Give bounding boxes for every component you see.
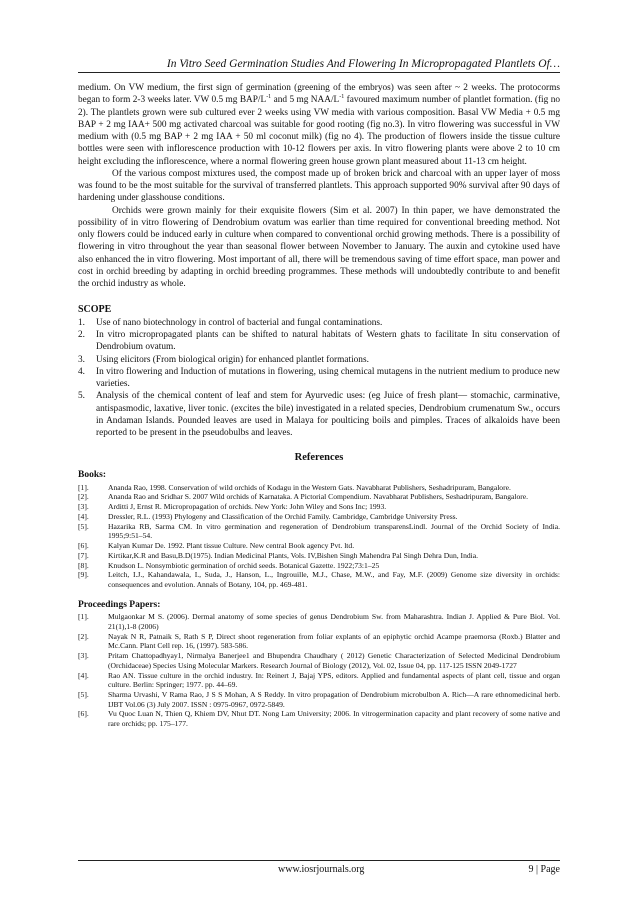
- book-reference: [78, 483, 560, 493]
- scope-heading: SCOPE: [78, 303, 112, 315]
- scope-item: [78, 354, 560, 366]
- proceedings-reference: [78, 651, 560, 670]
- scope-list: [78, 317, 560, 440]
- proceedings-reference-number: [3].: [78, 651, 89, 661]
- book-reference-number: [1].: [78, 482, 89, 492]
- scope-item-text: In vitro flowering and Induction of mutations in flowering, using chemical mutagens in the nutrient medium to produce new varieties.: [96, 366, 560, 390]
- book-reference-text: Hazarika RB, Sarma CM. In vitro germination and regeneration of Dendrobium transparensLindl. Journal of the Orchid Society of India. 1995;9:51–54.: [108, 521, 560, 541]
- proceedings-reference: [78, 690, 560, 709]
- proceedings-reference-list: [78, 612, 560, 729]
- scope-item-number: 5.: [78, 391, 85, 402]
- book-reference: [78, 492, 560, 502]
- proceedings-reference-text: Pritam Chattopadhyay1, Nirmalya Banerjee1 and Bhupendra Chaudhary ( 2012) Genetic Characterization of Selected Medicinal Dendrobium (Orchidaceae) Species Using Molecular Markers. Research Journal of Biology (2012), Vol. 02, Issue 04, pp. 117-125 ISSN 2049-1727: [108, 651, 560, 670]
- body-paragraph-1: medium. On VW medium, the first sign of germination (greening of the embryos) was seen after ~ 2 weeks. The protocorms began to form 2-3 weeks later. VW 0.5 mg BAP/$L^{-1}$ and 5 mg NAA/$L^{-1}$ favoured maximum number of plantlet formation. (fig no 2). The plantlets grown were sub cultured ever 2 weeks using VW media with various composition. Basal VW Media + 0.5 mg BAP + 2 mg IAA+ 500 mg activated charcoal was suitable for good rooting (fig no.3). In vitro flowering was successful in VW medium with (0.5 mg BAP + 2 mg IAA + 50 ml coconut milk) (fig no 4). The production of flowers inside the tissue culture bottles were seen with inflorescence production with 10-12 flowers per axis. In vitro flowering plants were above 2 to 10 cm height excluding the inflorescence, where a normal flowering green house grown plant measured about 11-13 cm height.: [78, 83, 560, 167]
- body-paragraph-2: Of the various compost mixtures used, the compost made up of broken brick and charcoal with an upper layer of moss was found to be the most suitable for the survival of transferred plantlets. This approach supported 90% survival after 90 days of hardening under glasshouse conditions.: [78, 168, 560, 204]
- page-number: 9 | Page: [528, 864, 560, 875]
- scope-item-number: 4.: [78, 366, 85, 377]
- proceedings-reference: [78, 632, 560, 651]
- books-reference-list: [78, 483, 560, 590]
- proceedings-reference: [78, 671, 560, 690]
- book-reference-number: [7].: [78, 550, 89, 560]
- scope-item-text: Analysis of the chemical content of leaf and stem for Ayurvedic uses: (eg Juice of fresh plant— stomachic, carminative, antispasmodic, laxative, liver tonic. (excites the bile) investigated in a related species, Dendrobium crumenatum Sw., occurs in Andaman Islands. Pounded leaves are used in Malaya for poulticing boils and pimples. Traces of alkaloids have been reported to be present in the pseudobulbs and leaves.: [96, 391, 560, 439]
- proceedings-reference-number: [2].: [78, 631, 89, 641]
- page-content: [78, 82, 560, 729]
- proceedings-reference-number: [5].: [78, 689, 89, 699]
- scope-item: [78, 329, 560, 354]
- book-reference-text: Arditti J, Ernst R. Micropropagation of orchids. New York: John Wiley and Sons Inc; 1993.: [108, 502, 387, 512]
- books-heading: Books:: [78, 470, 106, 481]
- book-reference-number: [9].: [78, 570, 89, 580]
- proceedings-heading: Proceedings Papers:: [78, 599, 161, 610]
- book-reference-text: Ananda Rao and Sridhar S. 2007 Wild orchids of Karnataka. A Pictorial Compendium. Navabharat Publishers, Seshadripuram, Bangalore.: [108, 492, 529, 502]
- running-title: In Vitro Seed Germination Studies And Flowering In Micropropagated Plantlets Of…: [166, 58, 560, 70]
- proceedings-reference-text: Mulgaonkar M S. (2006). Dermal anatomy of some species of genus Dendrobium Sw. from Maharashtra. Indian J. Applied & Pure Biol. Vol. 21(1),1-8 (2006): [108, 612, 560, 631]
- proceedings-reference-text: Nayak N R, Patnaik S, Rath S P, Direct shoot regeneration from foliar explants of an epiphytic orchid Acampe praemorsa (Roxb.) Blatter and Mc.Cann. Plant Cell rep. 16, (1997). 583-586.: [108, 631, 560, 651]
- book-reference-number: [6].: [78, 541, 89, 551]
- footer-url: www.iosrjournals.org: [278, 864, 365, 875]
- book-reference-text: Knudson L. Nonsymbiotic germination of orchid seeds. Botanical Gazette. 1922;73:1–25: [108, 560, 380, 570]
- book-reference-text: Dressler, R.L. (1993) Phylogeny and Classification of the Orchid Family. Cambridge, Cambridge University Press.: [108, 511, 458, 521]
- scope-item-number: 1.: [78, 317, 85, 328]
- proceedings-reference-number: [6].: [78, 709, 89, 719]
- scope-item: [78, 317, 560, 329]
- scope-item: [78, 390, 560, 439]
- book-reference: [78, 541, 560, 551]
- book-reference-number: [3].: [78, 502, 89, 512]
- proceedings-reference-number: [4].: [78, 670, 89, 680]
- book-reference: [78, 561, 560, 571]
- book-reference-text: Leitch, I.J., Kahandawala, I., Suda, J., Hanson, L., Ingrouille, M.J., Chase, M.W., and Fay, M.F. (2009) Genome size diversity in orchids: consequences and evolution. Annals of Botany, 104, pp. 469-481.: [108, 570, 560, 589]
- scope-item: [78, 366, 560, 391]
- book-reference-text: Kalyan Kumar De. 1992. Plant tissue Culture. New central Book agency Pvt. ltd.: [108, 541, 355, 551]
- scope-item-text: Using elicitors (From biological origin) for enhanced plantlet formations.: [96, 354, 369, 365]
- references-heading: References: [294, 452, 344, 464]
- book-reference-number: [4].: [78, 511, 89, 521]
- proceedings-reference-text: Sharma Urvashi, V Rama Rao, J S S Mohan, A S Reddy. In vitro propagation of Dendrobium microbulbon A. Rich—A rare ethnomedicinal herb. IJBT Vol.06 (3) July 2007. ISSN : 0975-0967, 0972-5849.: [108, 689, 560, 709]
- scope-item-number: 2.: [78, 329, 85, 340]
- book-reference-number: [8].: [78, 560, 89, 570]
- proceedings-reference: [78, 709, 560, 728]
- scope-item-number: 3.: [78, 354, 85, 365]
- page-footer: [78, 860, 560, 875]
- running-header: [78, 58, 560, 73]
- book-reference-text: Kirtikar,K.R and Basu,B.D(1975). Indian Medicinal Plants, Vols. IV,Bishen Singh Mahendra Pal Singh Dehra Dun, India.: [108, 550, 479, 560]
- book-reference: [78, 502, 560, 512]
- book-reference: [78, 551, 560, 561]
- proceedings-reference-text: Rao AN. Tissue culture in the orchid industry. In: Reinert J, Bajaj YPS, editors. Applied and fundamental aspects of plant cell, tissue and organ culture. Berlin: Springer; 1977. pp. 44–69.: [108, 670, 560, 690]
- book-reference: [78, 570, 560, 589]
- proceedings-reference-text: Vu Quoc Luan N, Thien Q, Khiem DV, Nhut DT. Nong Lam University; 2006. In vitrogermination capacity and plant recovery of some native and rare orchids; pp. 175–177.: [108, 709, 560, 729]
- body-paragraph-3: Orchids were grown mainly for their exquisite flowers (Sim et al. 2007) In thin paper, we have demonstrated the possibility of in vitro flowering of Dendrobium ovatum was earlier than time required for conventional breeding method. Not only flowers could be induced early in culture when compared to conventional orchid growing methods. There is a possibility of flowering in vitro throughout the year than seasonal flower between November to January. The auxin and cytokine used have also enhanced the in vitro flowering. Most important of all, there will be tremendous saving of time effort space, man power and cost in orchid breeding by adapting in orchid breeding programmes. These methods will undoubtedly contribute to and benefit the orchid industry as whole.: [78, 205, 560, 290]
- book-reference: [78, 522, 560, 541]
- scope-item-text: Use of nano biotechnology in control of bacterial and fungal contaminations.: [96, 317, 383, 328]
- book-reference-number: [5].: [78, 521, 89, 531]
- scope-item-text: In vitro micropropagated plants can be shifted to natural habitats of Western ghats to facilitate In situ conservation of Dendrobium ovatum.: [96, 329, 560, 353]
- book-reference-text: Ananda Rao, 1998. Conservation of wild orchids of Kodagu in the Western Gats. Navabharat Publishers, Seshadripuram, Bangalore.: [108, 482, 511, 492]
- proceedings-reference-number: [1].: [78, 612, 89, 622]
- proceedings-reference: [78, 612, 560, 631]
- book-reference-number: [2].: [78, 492, 89, 502]
- book-reference: [78, 512, 560, 522]
